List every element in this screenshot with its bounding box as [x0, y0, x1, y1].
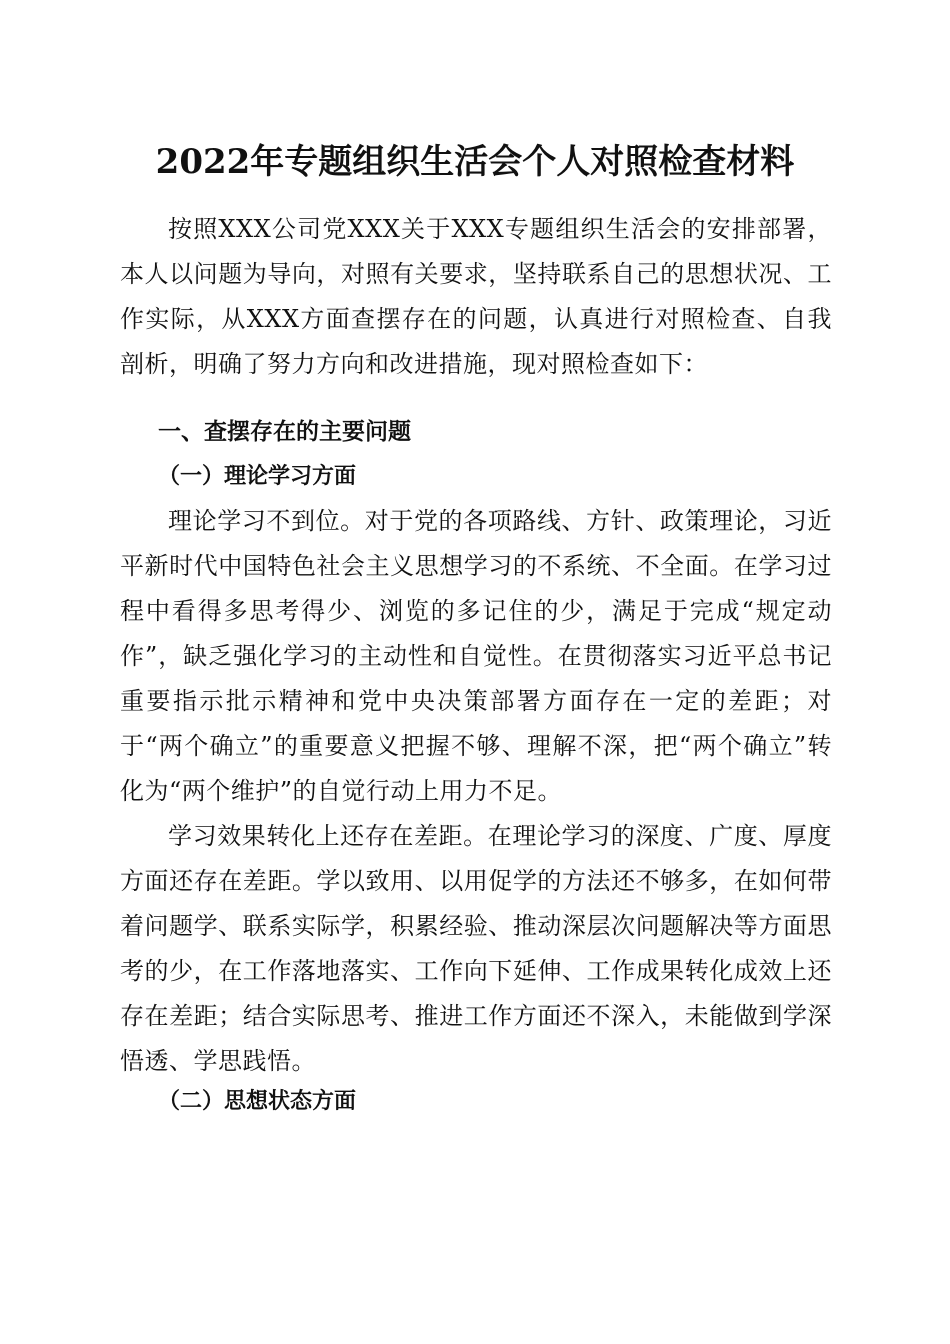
- subsection-heading-1: （一）理论学习方面: [158, 463, 357, 489]
- theory-study-paragraph-1: 理论学习不到位。对于党的各项路线、方针、政策理论，习近平新时代中国特色社会主义思想学习的不系统、不全面。在学习过程中看得多思考得少、浏览的多记住的少，满足于完成“规定动作”，缺乏强化学习的主动性和自觉性。在贯彻落实习近平总书记重要指示批示精神和党中央决策部署方面存在一定的差距；对于“两个确立”的重要意义把握不够、理解不深，把“两个确立”转化为“两个维护”的自觉行动上用力不足。: [120, 507, 832, 805]
- subsection-heading-2: （二）思想状态方面: [158, 1088, 357, 1114]
- document-title: 2022年专题组织生活会个人对照检查材料: [155, 142, 795, 182]
- section-heading-1: 一、查摆存在的主要问题: [158, 419, 411, 445]
- theory-study-paragraph-2: 学习效果转化上还存在差距。在理论学习的深度、广度、厚度方面还存在差距。学以致用、以用促学的方法还不够多，在如何带着问题学、联系实际学，积累经验、推动深层次问题解决等方面思考的少，在工作落地落实、工作向下延伸、工作成果转化成效上还存在差距；结合实际思考、推进工作方面还不深入，未能做到学深悟透、学思践悟。: [120, 822, 832, 1075]
- intro-paragraph: 按照XXX公司党XXX关于XXX专题组织生活会的安排部署，本人以问题为导向，对照有关要求，坚持联系自己的思想状况、工作实际，从XXX方面查摆存在的问题，认真进行对照检查、自我剖析，明确了努力方向和改进措施，现对照检查如下：: [120, 215, 832, 378]
